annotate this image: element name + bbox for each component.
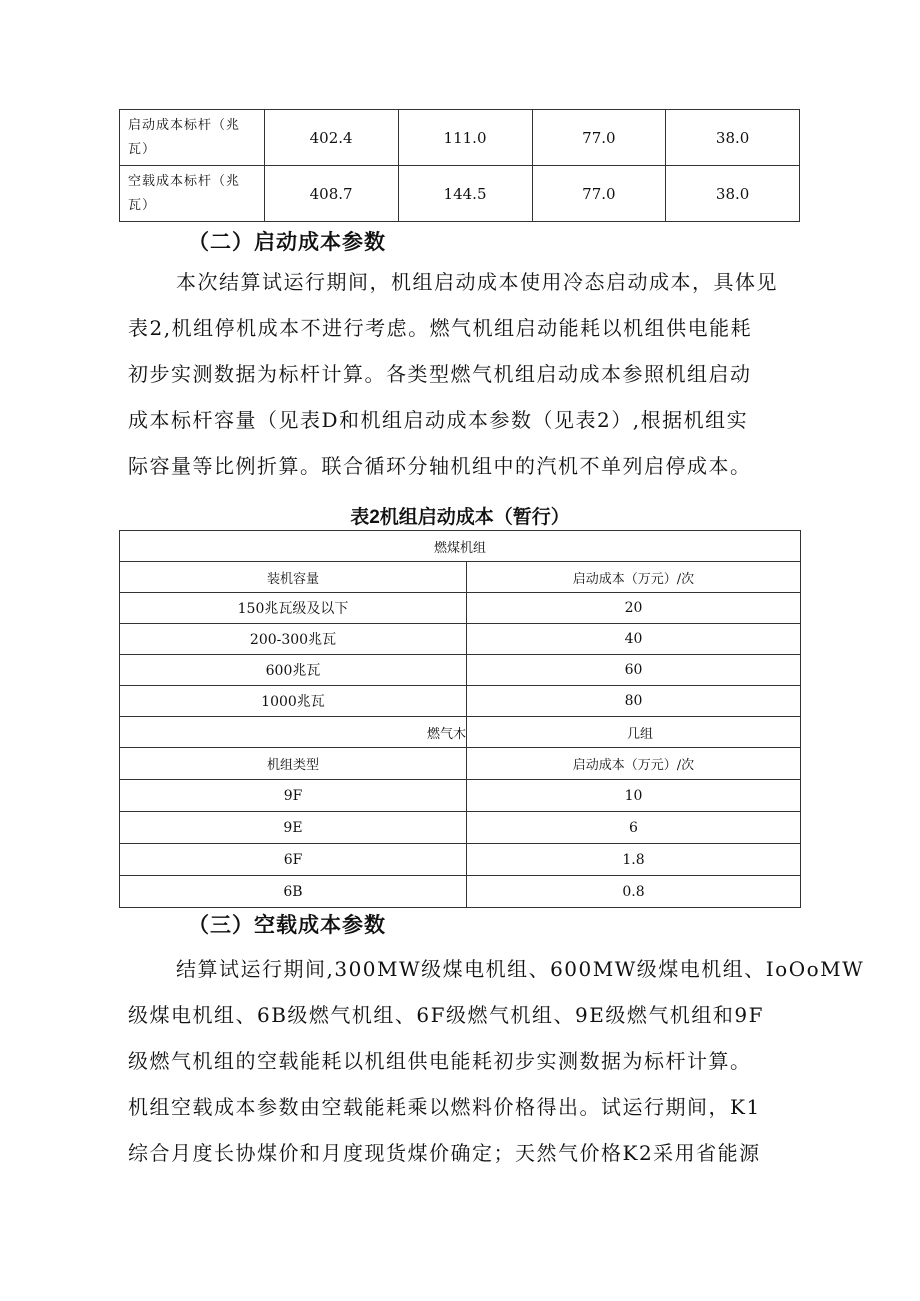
benchmark-table xyxy=(119,109,800,222)
table-row xyxy=(120,780,801,812)
paragraph-line: 结算试运行期间,300MW级煤电机组、600MW级煤电机组、IoOoMW xyxy=(176,957,865,981)
table-row xyxy=(120,531,801,562)
table-row xyxy=(120,812,801,844)
paragraph-line: 际容量等比例折算。联合循环分轴机组中的汽机不单列启停成本。 xyxy=(128,454,752,478)
table-row xyxy=(120,655,801,686)
table-cell: 77.0 xyxy=(532,110,666,166)
column-header: 启动成本（万元）/次 xyxy=(467,562,801,593)
table-cell: 9E xyxy=(120,812,467,844)
table-cell: 40 xyxy=(467,624,801,655)
table-cell: 402.4 xyxy=(264,110,398,166)
gas-section-title-left: 燃气木 xyxy=(120,717,467,748)
table-row xyxy=(120,110,800,166)
table-cell: 38.0 xyxy=(666,110,800,166)
table-cell: 20 xyxy=(467,593,801,624)
table-cell: 0.8 xyxy=(467,876,801,908)
table-row xyxy=(120,624,801,655)
table-cell: 111.0 xyxy=(398,110,532,166)
table-cell: 144.5 xyxy=(398,166,532,222)
startup-cost-table xyxy=(119,530,801,908)
table-cell: 600兆瓦 xyxy=(120,655,467,686)
column-header: 启动成本（万元）/次 xyxy=(467,748,801,780)
table-row xyxy=(120,562,801,593)
table-cell: 38.0 xyxy=(666,166,800,222)
table-row xyxy=(120,593,801,624)
table-cell: 1.8 xyxy=(467,844,801,876)
table-cell: 60 xyxy=(467,655,801,686)
section2-paragraph xyxy=(128,259,808,489)
table-cell: 9F xyxy=(120,780,467,812)
paragraph-line: 综合月度长协煤价和月度现货煤价确定；天然气价格K2采用省能源 xyxy=(128,1141,761,1165)
table-cell: 150兆瓦级及以下 xyxy=(120,593,467,624)
table-cell: 6 xyxy=(467,812,801,844)
table-row xyxy=(120,717,801,748)
table-cell: 6F xyxy=(120,844,467,876)
paragraph-line: 表2,机组停机成本不进行考虑。燃气机组启动能耗以机组供电能耗 xyxy=(128,316,753,340)
table-row xyxy=(120,166,800,222)
table-cell: 77.0 xyxy=(532,166,666,222)
section3-heading: （三）空载成本参数 xyxy=(188,912,386,937)
column-header: 装机容量 xyxy=(120,562,467,593)
table-cell: 80 xyxy=(467,686,801,717)
table-cell: 1000兆瓦 xyxy=(120,686,467,717)
table-cell: 10 xyxy=(467,780,801,812)
table-cell: 408.7 xyxy=(264,166,398,222)
section2-heading: （二）启动成本参数 xyxy=(188,229,386,254)
column-header: 机组类型 xyxy=(120,748,467,780)
section3-paragraph xyxy=(128,946,865,1176)
paragraph-line: 级燃气机组的空载能耗以机组供电能耗初步实测数据为标杆计算。 xyxy=(128,1049,752,1073)
table-row xyxy=(120,876,801,908)
table-row xyxy=(120,748,801,780)
paragraph-line: 机组空载成本参数由空载能耗乘以燃料价格得出。试运行期间，K1 xyxy=(128,1095,761,1119)
paragraph-line: 初步实测数据为标杆计算。各类型燃气机组启动成本参照机组启动 xyxy=(128,362,752,386)
coal-section-title: 燃煤机组 xyxy=(120,531,801,562)
table-row xyxy=(120,844,801,876)
table-cell: 200-300兆瓦 xyxy=(120,624,467,655)
row-label: 启动成本标杆（兆瓦） xyxy=(120,110,265,166)
table-cell: 6B xyxy=(120,876,467,908)
row-label: 空载成本标杆（兆瓦） xyxy=(120,166,265,222)
table-row xyxy=(120,686,801,717)
paragraph-line: 级煤电机组、6B级燃气机组、6F级燃气机组、9E级燃气机组和9F xyxy=(128,1003,764,1027)
gas-section-title-right: 几组 xyxy=(467,717,801,748)
paragraph-line: 成本标杆容量（见表D和机组启动成本参数（见表2）,根据机组实 xyxy=(128,408,749,432)
paragraph-line: 本次结算试运行期间，机组启动成本使用冷态启动成本，具体见 xyxy=(176,270,778,294)
table-caption: 表2机组启动成本（暂行） xyxy=(350,507,570,528)
